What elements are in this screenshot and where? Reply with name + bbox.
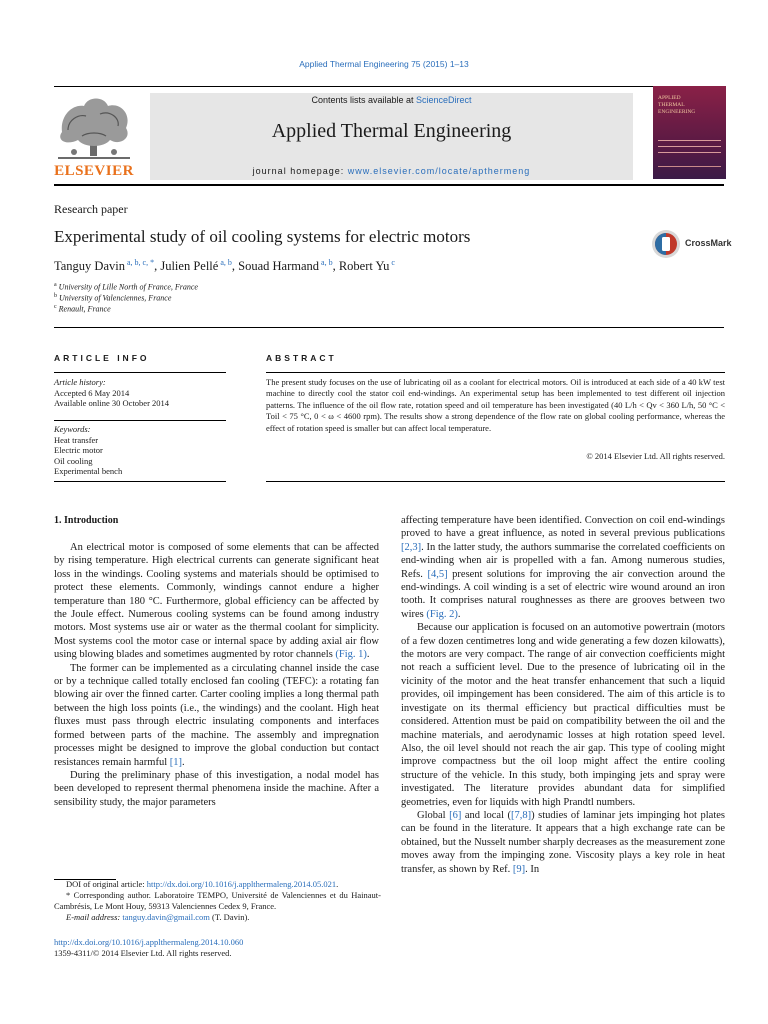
author-separator: , [154, 259, 161, 274]
affiliation-mark: c [54, 304, 57, 310]
article-doi-link[interactable]: http://dx.doi.org/10.1016/j.applthermaleng.2014.10.060 [54, 937, 244, 947]
body-paragraph [54, 662, 379, 769]
paragraph-text: . In the latter study, the authors summarise the correlated coefficients on end-winding when air is propelled with a fan. Among numerous studies, Refs. [401, 541, 725, 580]
cover-text-2: THERMAL [658, 102, 685, 108]
homepage-link[interactable]: www.elsevier.com/locate/apthermeng [347, 166, 531, 176]
publisher-logo-text: ELSEVIER [54, 163, 134, 179]
abstract-text: The present study focuses on the use of lubricating oil as a coolant for electrical motors. Oil is introduced at each side of a 40 kW test machine to directly cool the stator coil end-windings. An experimental setup has been implemented to test different oil injection patterns. The influence of the oil flow rate, rotation speed and oil temperature has been investigated (40 L/h < Qv < 360 L/h, 50 °C < Toil < 75 °C, 0 < ω < 4600 rpm). The results show a strong dependence of the flow rate on global cooling performance, whereas the effect of rotation speed is smaller but can affect local temperature. [266, 377, 725, 433]
affiliation-text: University of Valenciennes, France [57, 293, 172, 303]
section-rule [54, 327, 724, 328]
paper-type: Research paper [54, 202, 128, 216]
affiliation-c [54, 304, 111, 314]
paragraph-text: Because our application is focused on an automotive powertrain (motors of a few dozen centimetres long and wide generating a few dozen kilowatts), the motors are very compact. The range of air convection coefficients might not reach a sufficient level. Due to the presence of lubricating oil in the vicinity of the motor and the heat transfer enhancement that such a liquid provides, oil impingement has been considered. The aim of this article is to investigate on its thermal efficiency but practical difficulties must be considered. Attention must be paid on compatibility between the oil and the machine materials, and aerodynamic losses at high rotation speed level. Also, the oil level should not reach the air gap. This type of cooling might improve compactness but the oil loop might affect the entire cooling structure of the vehicle. In this study, both impinging jets and spray were investigated. The literature provides abundant data for simplified geometries, even for liquids with high Prandtl numbers. [401, 622, 725, 808]
paragraph-text: ) studies of laminar jets impinging hot plates can be found in the literature. It appears that a high exchange rate can be obtained, but the Nusselt number sharply decreases as the measurement zone moves away from the impinging zone. Viscosity plays a key role in heat transfer, as shown by Ref. [401, 809, 725, 875]
author-affiliation-marks[interactable]: a, b, c, * [124, 258, 155, 267]
article-info-rule [54, 372, 226, 373]
cover-line [658, 152, 721, 153]
homepage-prefix: journal homepage: [252, 166, 348, 176]
sciencedirect-link[interactable]: ScienceDirect [416, 95, 472, 105]
tree-logo-icon [54, 92, 134, 164]
history-label: Article history: [54, 377, 106, 387]
citation-link[interactable]: [2,3] [401, 541, 422, 553]
journal-header-box [150, 93, 633, 180]
keywords-block [54, 424, 226, 477]
keywords-rule [54, 420, 226, 421]
body-paragraph [401, 621, 725, 809]
issn-line: 1359-4311/© 2014 Elsevier Ltd. All rights reserved. [54, 948, 232, 958]
keyword: Heat transfer [54, 434, 99, 445]
email-label: E-mail address: [66, 912, 123, 922]
paragraph-text: . [457, 608, 461, 620]
page-footer [54, 937, 243, 959]
header-thick-rule [54, 184, 724, 186]
contents-prefix: Contents lists available at [311, 95, 417, 105]
crossmark-icon [651, 229, 681, 259]
body-paragraph [401, 514, 725, 621]
available-date: Available online 30 October 2014 [54, 398, 170, 408]
doi-footnote [54, 879, 381, 890]
citation-link[interactable]: [4,5] [427, 568, 448, 580]
email-link[interactable]: tanguy.davin@gmail.com [122, 912, 210, 922]
author-name[interactable]: Robert Yu [338, 259, 390, 274]
header-rule [54, 86, 724, 87]
body-paragraph [54, 769, 379, 809]
paragraph-text: An electrical motor is composed of some elements that can be affected by rising temperature. High electrical currents can generate significant heat loss in the windings. Cooling systems and materials should be optimised to protect these elements. Commonly, windings cannot endure a higher temperature than 180 °C. Furthermore, global efficiency can be affected by the Joule effect. Numerous cooling systems can be found among industry motors. Most systems use air or water as the thermal coolant for simplicity. Most systems cool the motor case or internal space by adding axial air flow using blowing blades and sometimes augmented by rotor channels [54, 542, 379, 661]
doi-after: . [336, 879, 339, 889]
cover-line [658, 140, 721, 141]
journal-title: Applied Thermal Engineering [271, 120, 512, 142]
doi-prefix: DOI of original article: [66, 879, 147, 889]
crossmark-label: CrossMark [685, 238, 732, 248]
keywords-label: Keywords: [54, 424, 91, 434]
corresponding-author-note: * Corresponding author. Laboratoire TEMPO, Université de Valenciennes et du Hainaut-Cambrésis, Le Mont Houy, 59313 Valenciennes Cedex 9, France. [54, 890, 381, 911]
body-paragraph [54, 541, 379, 662]
author-name[interactable]: Julien Pellé [160, 259, 219, 274]
contents-line [150, 95, 633, 105]
cover-text-1: APPLIED [658, 95, 681, 101]
author-affiliation-marks[interactable]: a, b [218, 258, 232, 267]
author-list [54, 258, 395, 274]
citation-link[interactable]: [9] [512, 863, 526, 875]
abstract-heading: ABSTRACT [266, 353, 337, 363]
journal-cover-image[interactable] [653, 86, 726, 179]
author-affiliation-marks[interactable]: a, b [319, 258, 333, 267]
original-doi-link[interactable]: http://dx.doi.org/10.1016/j.applthermaleng.2014.05.021 [146, 879, 337, 889]
elsevier-logo[interactable] [54, 92, 134, 180]
article-info-bottom-rule [54, 481, 226, 482]
paper-title: Experimental study of oil cooling systems for electric motors [54, 227, 471, 246]
keyword: Oil cooling [54, 455, 93, 466]
abstract-copyright: © 2014 Elsevier Ltd. All rights reserved. [586, 451, 725, 461]
introduction-heading: 1. Introduction [54, 515, 119, 526]
cover-text-3: ENGINEERING [658, 109, 696, 115]
keyword: Electric motor [54, 445, 103, 455]
affiliation-text: University of Lille North of France, France [56, 282, 198, 292]
cover-title [658, 95, 695, 116]
paragraph-text: . In [525, 863, 540, 875]
paragraph-text: and local ( [461, 809, 512, 821]
affiliation-a [54, 282, 198, 292]
abstract-rule [266, 372, 725, 373]
footnotes [54, 879, 381, 923]
paragraph-text: Global [417, 809, 450, 821]
journal-citation[interactable]: Applied Thermal Engineering 75 (2015) 1–13 [299, 59, 469, 69]
paragraph-text: present solutions for improving the air convection around the end-windings. A coil winding is a set of electric wire wound around an iron tooth. It comprises natural roughnesses as there are grooves between two wires [401, 568, 725, 620]
homepage-line [150, 166, 633, 176]
article-info-heading: ARTICLE INFO [54, 353, 150, 363]
cover-line [658, 146, 721, 147]
citation-link[interactable]: [7,8] [511, 809, 532, 821]
paragraph-text: . [182, 756, 185, 768]
body-left-column [54, 541, 379, 809]
author-separator: , [231, 259, 239, 274]
author-name[interactable]: Tanguy Davin [54, 259, 125, 274]
citation-link[interactable]: (Fig. 1) [335, 649, 367, 661]
accepted-date: Accepted 6 May 2014 [54, 387, 130, 398]
keyword: Experimental bench [54, 466, 123, 476]
paragraph-text: affecting temperature have been identified. Convection on coil end-windings proved to have a great influence, as noted in several previous publications [401, 515, 725, 540]
affiliation-mark: b [54, 293, 57, 299]
crossmark-badge[interactable] [651, 229, 731, 261]
affiliation-b [54, 293, 171, 303]
cover-line [658, 166, 721, 167]
affiliation-text: Renault, France [56, 304, 111, 314]
citation-link[interactable]: [1] [169, 756, 182, 768]
author-affiliation-marks[interactable]: c [389, 258, 395, 267]
email-after: (T. Davin). [209, 912, 250, 922]
paragraph-text: During the preliminary phase of this investigation, a nodal model has been developed to represent thermal phenomena inside the machine. After a sensibility study, the major parameters [54, 769, 379, 808]
author-separator: , [332, 259, 339, 274]
paragraph-text: . [366, 649, 370, 661]
article-history [54, 377, 226, 409]
author-name[interactable]: Souad Harmand [238, 259, 320, 274]
citation-link[interactable]: (Fig. 2) [426, 608, 458, 620]
body-right-column [401, 514, 725, 876]
citation-link[interactable]: [6] [449, 809, 462, 821]
body-paragraph [401, 809, 725, 876]
affiliation-mark: a [54, 282, 57, 288]
abstract-bottom-rule [266, 481, 725, 482]
email-footnote [54, 912, 381, 923]
paragraph-text: The former can be implemented as a circulating channel inside the case or by a technique called totally enclosed fan cooling (TEFC): a rotating fan blowing air over the finned carter. Carter cooling implies a long thermal path between the high loss points (i.e., the windings) and the coolant. High heat fluxes must pass through electric insulating components and interfaces formed between parts of the machine. The assembly and impregnation processes might be designed to improve the global conduction but contact resistances remain harmful [54, 662, 379, 768]
